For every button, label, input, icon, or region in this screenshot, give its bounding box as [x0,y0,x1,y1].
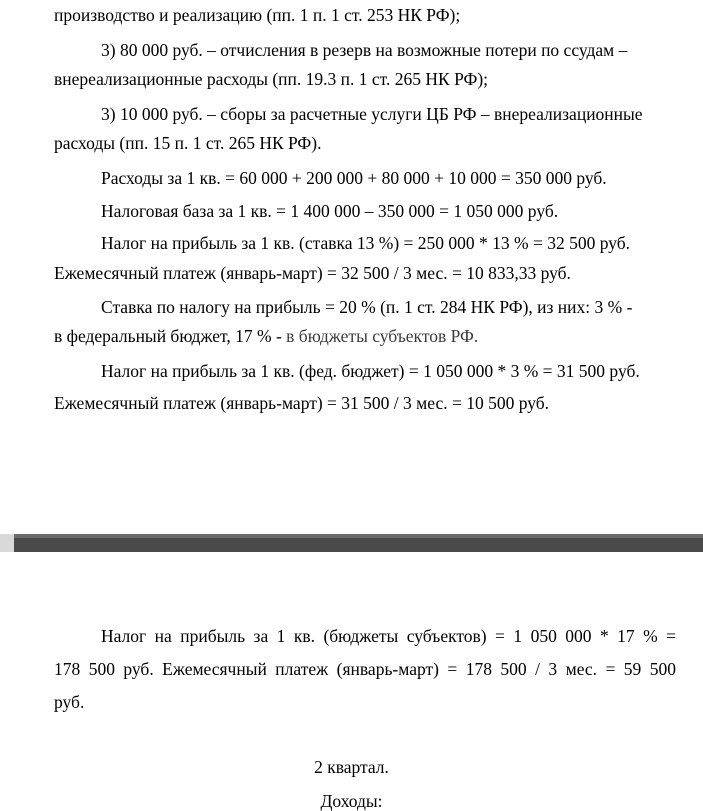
text-line: внереализационные расходы (пп. 19.3 п. 1 ст. 265 НК РФ); [54,69,489,89]
separator-edge [0,534,14,552]
text-line: Ежемесячный платеж (январь-март) = 32 500 / 3 мес. = 10 833,33 руб. [54,263,571,283]
section-subheading: Доходы: [320,791,383,811]
text-line: расходы (пп. 15 п. 1 ст. 265 НК РФ). [54,133,322,153]
text-line: Налоговая база за 1 кв. = 1 400 000 – 350 000 = 1 050 000 руб. [101,201,559,221]
text-fragment: в федеральный бюджет, 17 % - [54,326,287,346]
text-line: Налог на прибыль за 1 кв. (фед. бюджет) = 1 050 000 * 3 % = 31 500 руб. [101,361,640,381]
text-fragment: в бюджеты субъектов РФ. [286,326,479,346]
text-line: 3) 80 000 руб. – отчисления в резерв на возможные потери по ссудам – [101,40,628,60]
text-line: Налог на прибыль за 1 кв. (ставка 13 %) = 250 000 * 13 % = 32 500 руб. [101,233,631,253]
text-line: руб. [54,692,85,712]
text-line: 178 500 руб. Ежемесячный платеж (январь-март) = 178 500 / 3 мес. = 59 500 [54,659,676,679]
text-line: Налог на прибыль за 1 кв. (бюджеты субъектов) = 1 050 000 * 17 % = [101,626,676,646]
text-line [54,326,676,346]
text-line: Ставка по налогу на прибыль = 20 % (п. 1 ст. 284 НК РФ), из них: 3 % - [101,297,633,317]
text-line: производство и реализацию (пп. 1 п. 1 ст. 253 НК РФ); [54,5,461,25]
section-heading: 2 квартал. [314,757,389,777]
page-separator [0,534,703,552]
text-line: 3) 10 000 руб. – сборы за расчетные услуги ЦБ РФ – внереализационные [101,104,643,124]
text-line: Расходы за 1 кв. = 60 000 + 200 000 + 80 000 + 10 000 = 350 000 руб. [101,168,607,188]
text-line: Ежемесячный платеж (январь-март) = 31 500 / 3 мес. = 10 500 руб. [54,393,550,413]
separator-shade [0,534,703,538]
